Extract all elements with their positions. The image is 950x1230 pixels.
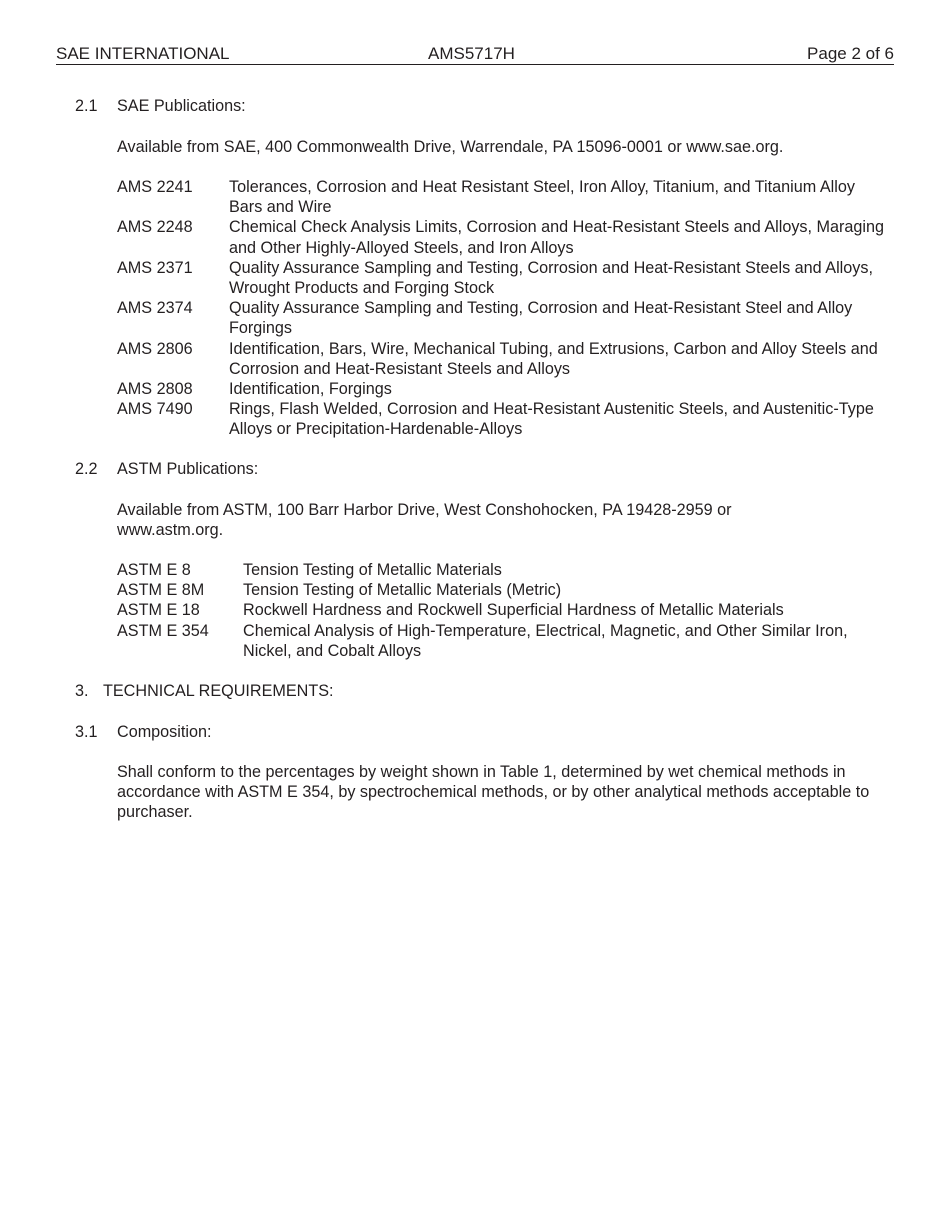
section-3-title: TECHNICAL REQUIREMENTS:	[103, 682, 334, 700]
astm-reference-list	[117, 560, 887, 661]
reference-title: Identification, Bars, Wire, Mechanical Tubing, and Extrusions, Carbon and Alloy Steels and Corrosion and Heat-Resistant Steels and Alloys	[229, 339, 878, 378]
reference-title: Quality Assurance Sampling and Testing, Corrosion and Heat-Resistant Steels and Alloys, Wrought Products and Forging Stock	[229, 258, 873, 298]
reference-title: Tension Testing of Metallic Materials (Metric)	[243, 581, 562, 600]
reference-code: ASTM E 8	[117, 561, 191, 579]
page-header	[56, 44, 894, 65]
reference-title: Tolerances, Corrosion and Heat Resistant Steel, Iron Alloy, Titanium, and Titanium Alloy Bars and Wire	[229, 178, 855, 217]
section-2-1-title: SAE Publications:	[117, 97, 246, 115]
reference-code: AMS 2241	[117, 178, 193, 196]
reference-code: AMS 2374	[117, 299, 193, 318]
reference-row	[117, 298, 887, 338]
reference-title: Identification, Forgings	[229, 380, 392, 399]
header-organization: SAE INTERNATIONAL	[56, 44, 230, 63]
reference-code: ASTM E 8M	[117, 581, 205, 600]
reference-title: Quality Assurance Sampling and Testing, Corrosion and Heat-Resistant Steel and Alloy Forgings	[229, 299, 853, 338]
section-2-2-number: 2.2	[75, 460, 98, 478]
reference-code: ASTM E 18	[117, 601, 200, 620]
section-2-1-number: 2.1	[75, 97, 98, 115]
reference-title: Chemical Analysis of High-Temperature, Electrical, Magnetic, and Other Similar Iron, Nickel, and Cobalt Alloys	[243, 621, 848, 660]
reference-code: AMS 2806	[117, 339, 193, 358]
reference-code: AMS 2371	[117, 258, 193, 277]
reference-row	[117, 580, 887, 600]
reference-code: AMS 7490	[117, 400, 193, 419]
reference-row	[117, 399, 887, 439]
reference-title: Rings, Flash Welded, Corrosion and Heat-Resistant Austenitic Steels, and Austenitic-Type Alloys or Precipitation-Hardenable-Alloys	[229, 400, 874, 439]
reference-row	[117, 258, 887, 298]
reference-row	[117, 217, 887, 257]
section-3-number: 3.	[75, 682, 89, 700]
reference-code: AMS 2808	[117, 380, 193, 399]
reference-row	[117, 600, 887, 620]
section-2-2-title: ASTM Publications:	[117, 460, 259, 478]
reference-title: Chemical Check Analysis Limits, Corrosion and Heat-Resistant Steels and Alloys, Maraging and Other Highly-Alloyed Steels, and Iron Alloys	[229, 218, 884, 257]
reference-row	[117, 621, 887, 661]
reference-row	[117, 560, 887, 580]
reference-title: Tension Testing of Metallic Materials	[243, 561, 502, 579]
reference-row	[117, 177, 887, 217]
header-page-number: Page 2 of 6	[807, 44, 894, 63]
sae-reference-list	[117, 177, 887, 440]
reference-row	[117, 379, 887, 399]
reference-title: Rockwell Hardness and Rockwell Superficial Hardness of Metallic Materials	[243, 601, 784, 620]
reference-code: ASTM E 354	[117, 621, 209, 640]
section-3-1-number: 3.1	[75, 723, 98, 741]
reference-code: AMS 2248	[117, 218, 193, 237]
section-3-1-title: Composition:	[117, 723, 212, 741]
section-3-1-body: Shall conform to the percentages by weight shown in Table 1, determined by wet chemical methods in accordance with ASTM E 354, by spectrochemical methods, or by other analytical methods acceptable to purchaser.	[117, 763, 870, 822]
section-2-1-availability: Available from SAE, 400 Commonwealth Drive, Warrendale, PA 15096-0001 or www.sae.org.	[117, 138, 784, 156]
header-document-number: AMS5717H	[428, 44, 515, 63]
section-2-2-availability: Available from ASTM, 100 Barr Harbor Drive, West Conshohocken, PA 19428-2959 or www.astm.org.	[117, 501, 732, 540]
reference-row	[117, 339, 887, 379]
